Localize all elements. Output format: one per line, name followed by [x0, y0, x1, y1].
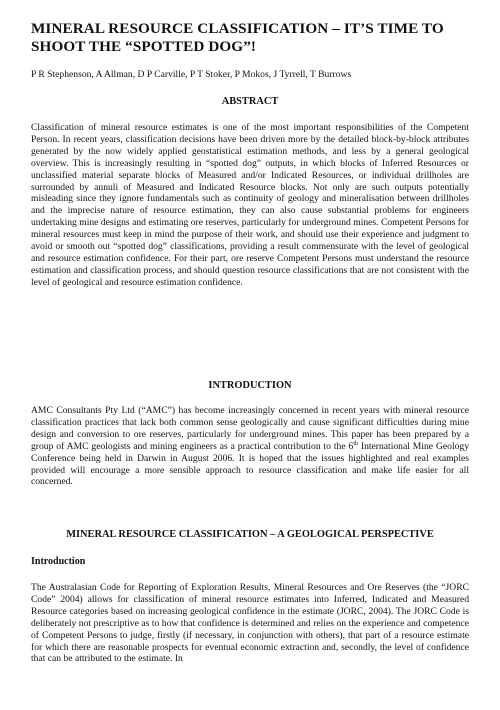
section-subheading: Introduction [31, 556, 86, 567]
introduction-text-start: AMC Consultants Pty Ltd (“AMC”) has become increasingly concerned in recent years with mineral resource classification practices that lack both common sense geologically and cause significant difficulties during mine design and conversion to ore reserves, particularly for underground mines. This paper has been prepared by a group of AMC geologists and mining engineers as a practical contribution to the 6 [31, 405, 469, 452]
abstract-paragraph [31, 122, 469, 289]
abstract-heading: ABSTRACT [221, 96, 279, 107]
introduction-text-end: International Mine Geology Conference being held in Darwin in August 2006. It is hoped that the issues highlighted and real examples provided will encourage a more sensible approach to resource classification and make life easier for all concerned. [31, 440, 470, 488]
introduction-heading: INTRODUCTION [208, 380, 292, 391]
abstract-text: Classification of mineral resource estimates is one of the most important responsibilities of the Competent Person. In recent years, classification decisions have been driven more by the detailed block-by-block attributes generated by the now widely applied geostatistical estimation methods, and less by a general geological overview. This is increasingly resulting in “spotted dog” outputs, in which blocks of Inferred Resources or unclassified material separate blocks of Measured and/or Indicated Resources, or individual drillholes are surrounded by annuli of Measured and Indicated Resource blocks. Not only are such outputs potentially misleading since they ignore fundamentals such as continuity of geology and mineralisation between drillholes and the imprecise nature of resource estimation, they can also cause substantial problems for engineers undertaking mine designs and estimating ore reserves, particularly for underground mines. Competent Persons for mineral resources must keep in mind the purpose of their work, and should use their experience and judgment to avoid or smooth out “spotted dog” classifications, providing a result commensurate with the level of geological and resource estimation confidence. For their part, ore reserve Competent Persons must understand the resource estimation and classification process, and should question resource classifications that are not consistent with the level of geological and resource estimation confidence. [31, 122, 469, 288]
paper-title: MINERAL RESOURCE CLASSIFICATION – IT’S TIME TO SHOOT THE “SPOTTED DOG”! [31, 20, 444, 55]
author-list: P R Stephenson, A Allman, D P Carville, P T Stoker, P Mokos, J Tyrrell, T Burrows [31, 69, 352, 80]
section-heading: MINERAL RESOURCE CLASSIFICATION – A GEOLOGICAL PERSPECTIVE [66, 529, 434, 540]
introduction-text [31, 405, 469, 488]
section-paragraph [31, 582, 469, 665]
introduction-paragraph [31, 405, 469, 488]
ordinal-superscript: th [353, 440, 358, 447]
section-text: The Australasian Code for Reporting of Exploration Results, Mineral Resources and Ore Reserves (the “JORC Code” 2004) allows for classification of mineral resource estimates into Inferred, Indicated and Measured Resource categories based on increasing geological confidence in the estimate (JORC, 2004). The JORC Code is deliberately not prescriptive as to how that confidence is determined and relies on the experience and competence of Competent Persons to judge, firstly (if necessary, in conjunction with others), that part of a resource estimate for which there are reasonable prospects for eventual economic extraction and, secondly, the level of confidence that can be attributed to the estimate. In [31, 582, 469, 665]
